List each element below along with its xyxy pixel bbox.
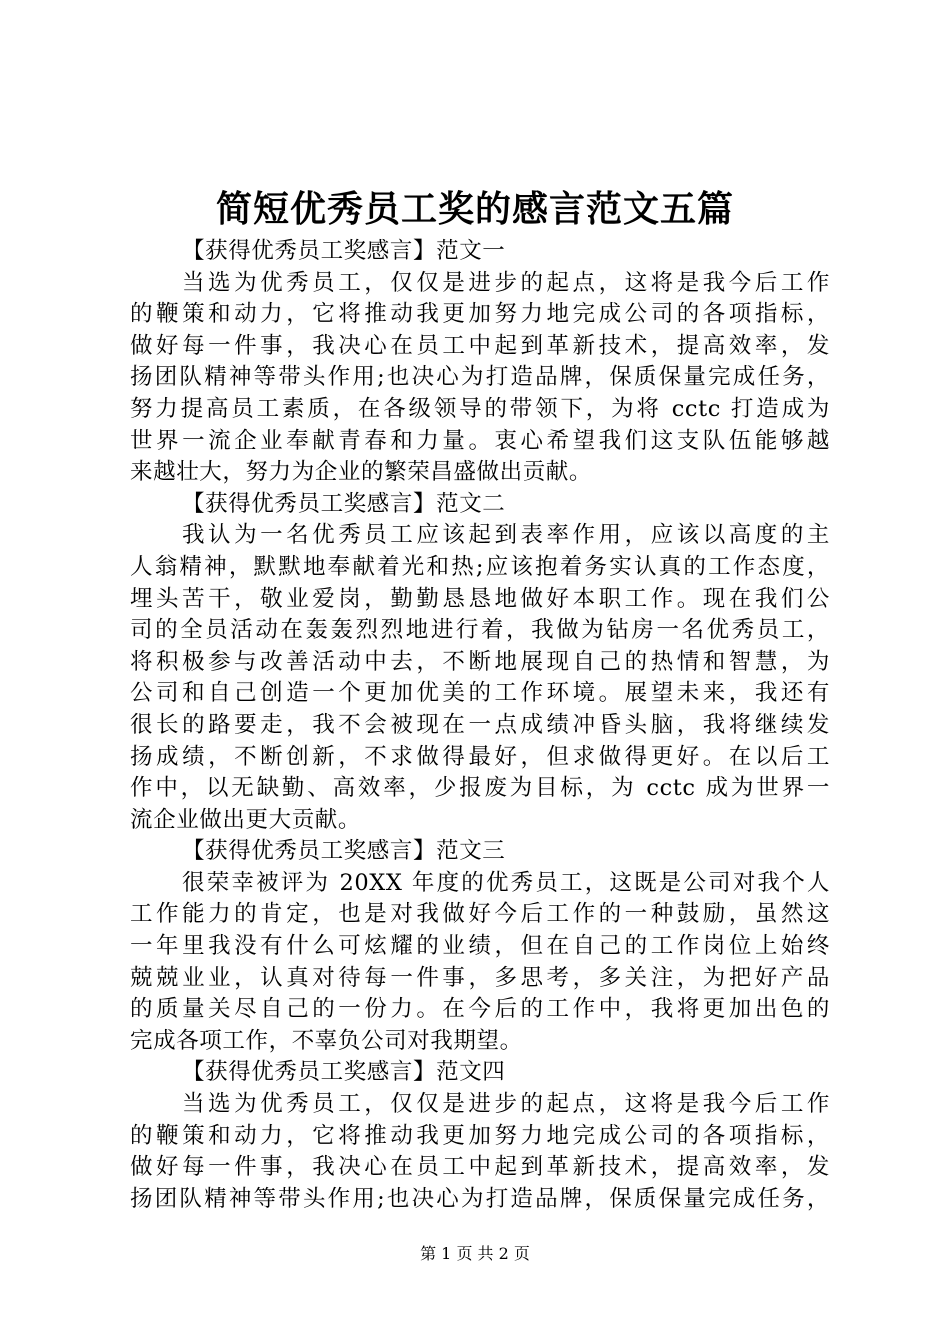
- document-title: 简短优秀员工奖的感言范文五篇: [215, 188, 734, 230]
- text-line: 世界一流企业奉献青春和力量。衷心希望我们这支队伍能够越: [130, 427, 830, 454]
- text-line: 我认为一名优秀员工应该起到表率作用，应该以高度的主: [182, 522, 830, 549]
- document-body: [130, 236, 830, 1215]
- text-line: 兢兢业业，认真对待每一件事，多思考，多关注，为把好产品: [130, 964, 830, 991]
- text-line: 【获得优秀员工奖感言】范文二: [182, 490, 506, 517]
- text-line: 做好每一件事，我决心在员工中起到革新技术，提高效率，发: [130, 1154, 830, 1181]
- text-line: 当选为优秀员工，仅仅是进步的起点，这将是我今后工作: [182, 1091, 830, 1118]
- text-line: 扬成绩，不断创新，不求做得最好，但求做得更好。在以后工: [130, 743, 830, 770]
- text-line: 很长的路要走，我不会被现在一点成绩冲昏头脑，我将继续发: [130, 711, 830, 738]
- text-line: 【获得优秀员工奖感言】范文四: [182, 1059, 506, 1086]
- text-line: 很荣幸被评为 20XX 年度的优秀员工，这既是公司对我个人: [182, 869, 830, 896]
- text-line: 流企业做出更大贡献。: [130, 806, 362, 833]
- text-line: 埋头苦干，敬业爱岗，勤勤恳恳地做好本职工作。现在我们公: [130, 585, 830, 612]
- text-line: 扬团队精神等带头作用;也决心为打造品牌，保质保量完成任务，: [130, 364, 830, 391]
- text-line: 扬团队精神等带头作用;也决心为打造品牌，保质保量完成任务，: [130, 1185, 830, 1212]
- text-line: 努力提高员工素质，在各级领导的带领下，为将 cctc 打造成为: [130, 395, 830, 422]
- page-footer: 第 1 页 共 2 页: [420, 1244, 530, 1263]
- text-line: 的鞭策和动力，它将推动我更加努力地完成公司的各项指标，: [130, 1122, 830, 1149]
- text-line: 作中，以无缺勤、高效率，少报废为目标，为 cctc 成为世界一: [130, 775, 830, 802]
- text-line: 司的全员活动在轰轰烈烈地进行着，我做为钻房一名优秀员工，: [130, 617, 830, 644]
- text-line: 的质量关尽自己的一份力。在今后的工作中，我将更加出色的: [130, 996, 830, 1023]
- text-line: 工作能力的肯定，也是对我做好今后工作的一种鼓励，虽然这: [130, 901, 830, 928]
- text-line: 完成各项工作，不辜负公司对我期望。: [130, 1027, 523, 1054]
- text-line: 当选为优秀员工，仅仅是进步的起点，这将是我今后工作: [182, 269, 830, 296]
- text-line: 【获得优秀员工奖感言】范文三: [182, 838, 506, 865]
- text-line: 将积极参与改善活动中去，不断地展现自己的热情和智慧，为: [130, 648, 830, 675]
- text-line: 来越壮大，努力为企业的繁荣昌盛做出贡献。: [130, 459, 593, 486]
- text-line: 做好每一件事，我决心在员工中起到革新技术，提高效率，发: [130, 332, 830, 359]
- text-line: 一年里我没有什么可炫耀的业绩，但在自己的工作岗位上始终: [130, 933, 830, 960]
- text-line: 人翁精神，默默地奉献着光和热;应该抱着务实认真的工作态度，: [130, 553, 830, 580]
- text-line: 【获得优秀员工奖感言】范文一: [182, 238, 506, 264]
- text-line: 公司和自己创造一个更加优美的工作环境。展望未来，我还有: [130, 680, 830, 707]
- text-line: 的鞭策和动力，它将推动我更加努力地完成公司的各项指标，: [130, 301, 830, 328]
